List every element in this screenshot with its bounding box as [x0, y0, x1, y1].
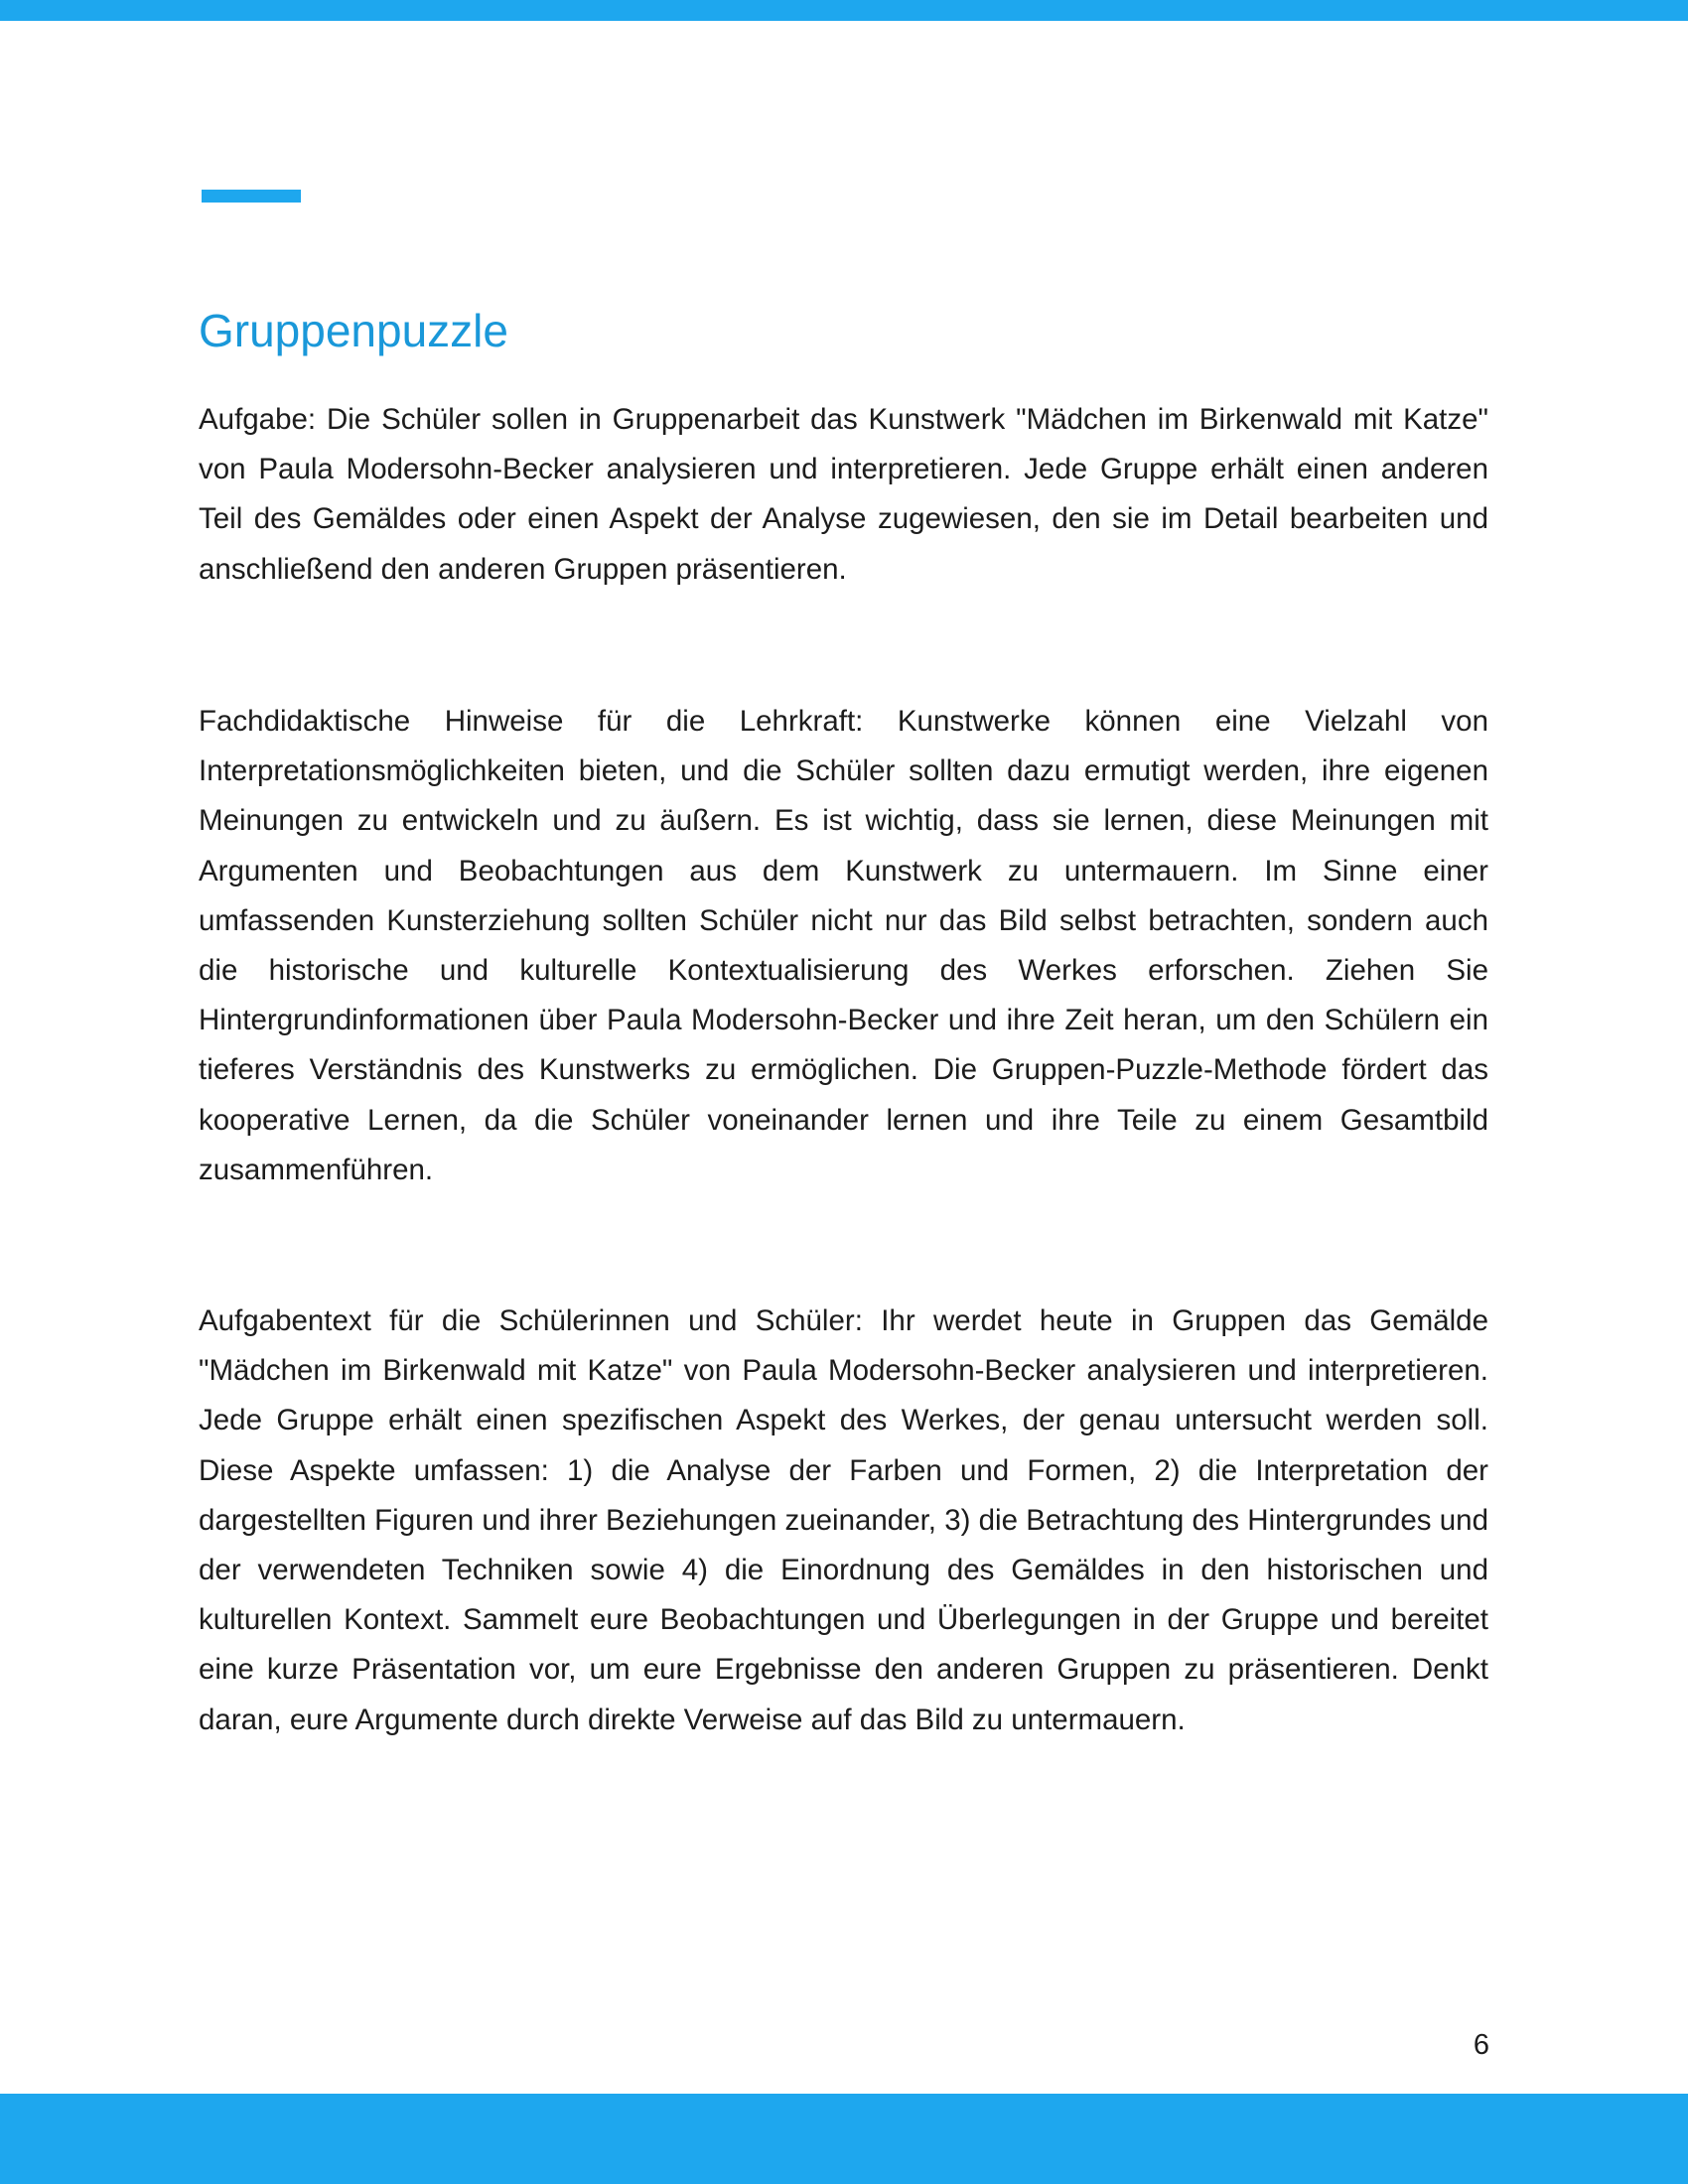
- teacher-notes-paragraph: Fachdidaktische Hinweise für die Lehrkraft: Kunstwerke können eine Vielzahl von Interpretationsmöglichkeiten bieten, und die Schüler sollten dazu ermutigt werden, ihre eigenen Meinungen zu entwickeln und zu äußern. Es ist wichtig, dass sie lernen, diese Meinungen mit Argumenten und Beobachtungen aus dem Kunstwerk zu untermauern. Im Sinne einer umfassenden Kunsterziehung sollten Schüler nicht nur das Bild selbst betrachten, sondern auch die historische und kulturelle Kontextualisierung des Werkes erforschen. Ziehen Sie Hintergrundinformationen über Paula Modersohn-Becker und ihre Zeit heran, um den Schülern ein tieferes Verständnis des Kunstwerks zu ermöglichen. Die Gruppen-Puzzle-Methode fördert das kooperative Lernen, da die Schüler voneinander lernen und ihre Teile zu einem Gesamtbild zusammenführen.: [199, 705, 1488, 1186]
- top-accent-bar: [0, 0, 1688, 21]
- bottom-footer-bar: [0, 2094, 1688, 2184]
- student-task-paragraph: Aufgabentext für die Schülerinnen und Schüler: Ihr werdet heute in Gruppen das Gemälde "Mädchen im Birkenwald mit Katze" von Paula Modersohn-Becker analysieren und interpretieren. Jede Gruppe erhält einen spezifischen Aspekt des Werkes, der genau untersucht werden soll. Diese Aspekte umfassen: 1) die Analyse der Farben und Formen, 2) die Interpretation der dargestellten Figuren und ihrer Beziehungen zueinander, 3) die Betrachtung des Hintergrundes und der verwendeten Techniken sowie 4) die Einordnung des Gemäldes in den historischen und kulturellen Kontext. Sammelt eure Beobachtungen und Überlegungen in der Gruppe und bereitet eine kurze Präsentation vor, um eure Ergebnisse den anderen Gruppen zu präsentieren. Denkt daran, eure Argumente durch direkte Verweise auf das Bild zu untermauern.: [199, 1304, 1488, 1736]
- task-paragraph: Aufgabe: Die Schüler sollen in Gruppenarbeit das Kunstwerk "Mädchen im Birkenwald mit Katze" von Paula Modersohn-Becker analysieren und interpretieren. Jede Gruppe erhält einen anderen Teil des Gemäldes oder einen Aspekt der Analyse zugewiesen, den sie im Detail bearbeiten und anschließend den anderen Gruppen präsentieren.: [199, 403, 1488, 586]
- page-number: 6: [1473, 2029, 1489, 2061]
- section-accent-mark: [202, 190, 301, 203]
- page-title: Gruppenpuzzle: [199, 305, 508, 356]
